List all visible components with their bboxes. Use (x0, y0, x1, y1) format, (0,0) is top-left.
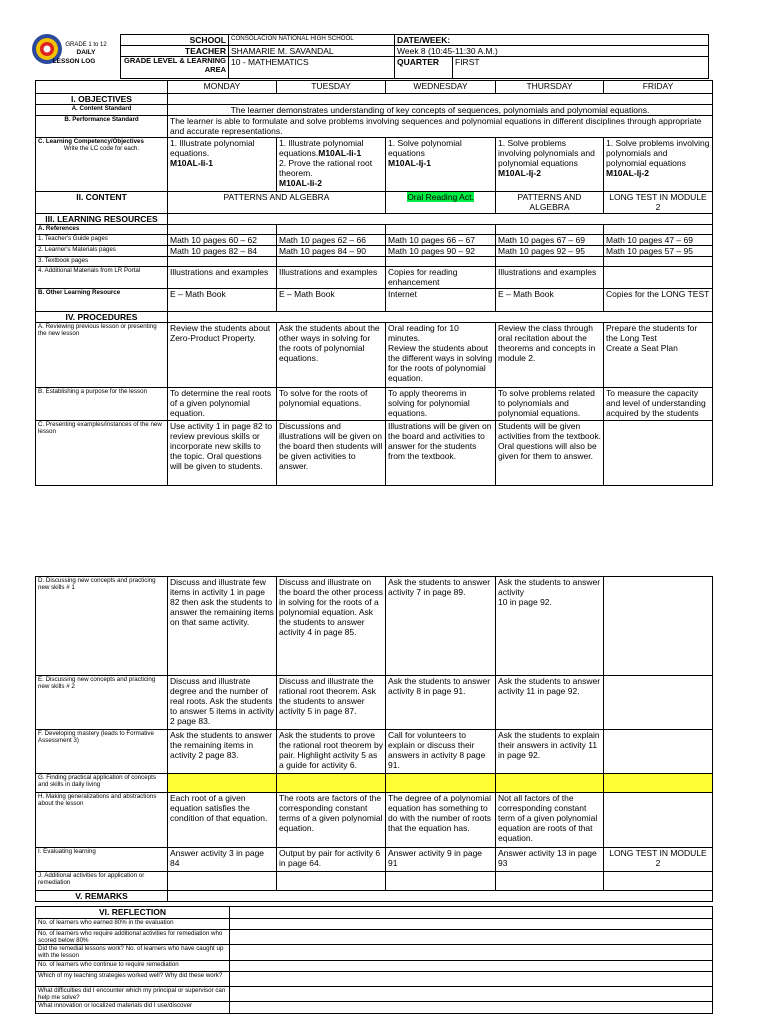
proc-d-thursday: Ask the students to answer activity 10 in page 92. (496, 577, 604, 676)
additional-materials-monday: Illustrations and examples (168, 267, 277, 289)
proc-g-thursday-highlight (496, 774, 604, 793)
logo-caption-daily: DAILY (76, 49, 96, 56)
date-label: DATE/WEEK: (395, 35, 709, 46)
tg-pages-friday: Math 10 pages 47 – 69 (604, 235, 713, 246)
proc-h-label: H. Making generalizations and abstractions about the lesson (36, 793, 168, 848)
proc-b-thursday: To solve problems related to polynomials and polynomial equations. (496, 388, 604, 421)
additional-materials-thursday: Illustrations and examples (496, 267, 604, 289)
other-resources-friday: Copies for the LONG TEST (604, 289, 713, 312)
proc-a-label: A. Reviewing previous lesson or presenting the new lesson (36, 323, 168, 388)
proc-g-label: G. Finding practical application of concepts and skills in daily living (36, 774, 168, 793)
day-friday: FRIDAY (604, 81, 713, 94)
proc-h-wednesday: The degree of a polynomial equation has something to do with the number of roots that the equation has. (386, 793, 496, 848)
proc-h-thursday: Not all factors of the corresponding constant term of a given polynomial equation are roots of that equation. (496, 793, 604, 848)
proc-a-wednesday: Oral reading for 10 minutes. Review the students about the different ways in solving for the roots of polynomial equation. (386, 323, 496, 388)
performance-standard-value: The learner is able to formulate and solve problems involving sequences and polynomial equations in different disciplines through appropriate and accurate representations. (168, 116, 713, 138)
additional-materials-tuesday: Illustrations and examples (277, 267, 386, 289)
lm-pages-tuesday: Math 10 pages 84 – 90 (277, 246, 386, 257)
content-standard-value: The learner demonstrates understanding of key concepts of sequences, polynomials and polynomial equations. (168, 105, 713, 116)
teacher-value: SHAMARIE M. SAVANDAL (229, 46, 395, 57)
textbook-pages-label: 3. Textbook pages (36, 257, 168, 267)
proc-f-monday: Ask the students to answer the remaining items in activity 2 page 83. (168, 730, 277, 774)
other-resources-tuesday: E – Math Book (277, 289, 386, 312)
additional-materials-label: 4. Additional Materials from LR Portal (36, 267, 168, 289)
tg-pages-monday: Math 10 pages 60 – 62 (168, 235, 277, 246)
proc-d-monday: Discuss and illustrate few items in activity 1 in page 82 then ask the students to answer the remaining items on that same activity. (168, 577, 277, 676)
proc-a-tuesday: Ask the students about the other ways in solving for the roots of polynomial equations. (277, 323, 386, 388)
tg-pages-label: 1. Teacher's Guide pages (36, 235, 168, 246)
day-tuesday: TUESDAY (277, 81, 386, 94)
performance-standard-label: B. Performance Standard (36, 116, 168, 138)
school-label: SCHOOL (121, 35, 229, 46)
proc-d-label: D. Discussing new concepts and practicing new skills # 1 (36, 577, 168, 676)
proc-c-monday: Use activity 1 in page 82 to review previous skills or incorporate new skills to the topic. Oral questions will be given to students. (168, 421, 277, 486)
competency-monday: 1. Illustrate polynomial equations. M10AL-Ii-1 (168, 138, 277, 192)
proc-c-label: C. Presenting examples/instances of the new lesson (36, 421, 168, 486)
proc-a-friday: Prepare the students for the Long Test Create a Seat Plan (604, 323, 713, 388)
grade-value: 10 - MATHEMATICS (229, 57, 395, 79)
lesson-log-table-page1 (35, 80, 713, 486)
other-resources-thursday: E – Math Book (496, 289, 604, 312)
reflection-row-7: What innovation or localized materials did I use/discover (36, 1001, 230, 1013)
reflection-table (35, 906, 713, 1014)
competency-wednesday: 1. Solve polynomial equations M10AL-Ij-1 (386, 138, 496, 192)
proc-i-label: I. Evaluating learning (36, 848, 168, 872)
other-resources-label: B. Other Learning Resource (36, 289, 168, 312)
proc-b-friday: To measure the capacity and level of understanding acquired by the students (604, 388, 713, 421)
day-monday: MONDAY (168, 81, 277, 94)
lm-pages-wednesday: Math 10 pages 90 – 92 (386, 246, 496, 257)
quarter-label: QUARTER (395, 57, 453, 79)
objectives-title: I. OBJECTIVES (36, 94, 168, 105)
proc-f-label: F. Developing mastery (leads to Formative Assessment 3) (36, 730, 168, 774)
content-standard-label: A. Content Standard (36, 105, 168, 116)
proc-a-monday: Review the students about Zero-Product Property. (168, 323, 277, 388)
reflection-row-4: No. of learners who continue to require remediation (36, 960, 230, 971)
reflection-row-5: Which of my teaching strategies worked well? Why did these work? (36, 971, 230, 986)
content-title: II. CONTENT (36, 192, 168, 214)
competency-thursday: 1. Solve problems involving polynomials and polynomial equations M10AL-Ij-2 (496, 138, 604, 192)
proc-g-tuesday-highlight (277, 774, 386, 793)
proc-a-thursday: Review the class through oral recitation about the theorems and concepts in module 2. (496, 323, 604, 388)
proc-i-wednesday: Answer activity 9 in page 91 (386, 848, 496, 872)
content-wednesday-highlight: Oral Reading Act. (407, 192, 474, 203)
proc-g-wednesday-highlight (386, 774, 496, 793)
proc-b-label: B. Establishing a purpose for the lesson (36, 388, 168, 421)
proc-f-tuesday: Ask the students to prove the rational root theorem by pair. Highlight activity 5 as a guide for activity 6. (277, 730, 386, 774)
proc-b-tuesday: To solve for the roots of polynomial equations. (277, 388, 386, 421)
competency-tuesday: 1. Illustrate polynomial equations.M10AL-Ii-1 2. Prove the rational root theorem. M10AL-Ii-2 (277, 138, 386, 192)
grade-label: GRADE LEVEL & LEARNING AREA (121, 57, 229, 79)
lm-pages-label: 2. Learner's Materials pages (36, 246, 168, 257)
day-wednesday: WEDNESDAY (386, 81, 496, 94)
proc-g-monday-highlight (168, 774, 277, 793)
lm-pages-friday: Math 10 pages 57 – 95 (604, 246, 713, 257)
proc-f-thursday: Ask the students to explain their answers in activity 11 in page 92. (496, 730, 604, 774)
date-value: Week 8 (10:45-11:30 A.M.) (395, 46, 709, 57)
other-resources-monday: E – Math Book (168, 289, 277, 312)
quarter-value: FIRST (453, 57, 709, 79)
proc-e-wednesday: Ask the students to answer activity 8 in page 91. (386, 676, 496, 730)
competency-label: C. Learning Competency/Objectives (38, 138, 144, 146)
proc-i-monday: Answer activity 3 in page 84 (168, 848, 277, 872)
competency-sub: Write the LC code for each. (63, 145, 140, 153)
additional-materials-wednesday: Copies for reading enhancement (386, 267, 496, 289)
proc-c-thursday: Students will be given activities from the textbook. Oral questions will also be given for them to answer. (496, 421, 604, 486)
proc-h-monday: Each root of a given equation satisfies the condition of that equation. (168, 793, 277, 848)
references-label: A. References (36, 225, 168, 235)
proc-d-tuesday: Discuss and illustrate on the board the other process in solving for the roots of a polynomial equation. Ask the students to answer activity 4 in page 85. (277, 577, 386, 676)
proc-i-friday: LONG TEST IN MODULE 2 (604, 848, 713, 872)
remarks-title: V. REMARKS (36, 891, 168, 902)
logo-caption-lesson-log: LESSON LOG (52, 58, 96, 65)
tg-pages-wednesday: Math 10 pages 66 – 67 (386, 235, 496, 246)
content-thursday: PATTERNS AND ALGEBRA (496, 192, 604, 214)
procedures-title: IV. PROCEDURES (36, 312, 168, 323)
proc-f-wednesday: Call for volunteers to explain or discuss their answers in activity 8 page 91. (386, 730, 496, 774)
proc-g-friday-highlight (604, 774, 713, 793)
content-friday: LONG TEST IN MODULE 2 (604, 192, 713, 214)
proc-i-thursday: Answer activity 13 in page 93 (496, 848, 604, 872)
content-value: PATTERNS AND ALGEBRA (168, 192, 386, 214)
proc-b-wednesday: To apply theorems in solving for polynomial equations. (386, 388, 496, 421)
proc-i-tuesday: Output by pair for activity 6 in page 64. (277, 848, 386, 872)
proc-j-label: J. Additional activities for application or remediation (36, 872, 168, 891)
tg-pages-tuesday: Math 10 pages 62 – 66 (277, 235, 386, 246)
proc-e-label: E. Discussing new concepts and practicing new skills # 2 (36, 676, 168, 730)
reflection-row-1: No. of learners who earned 80% in the evaluation (36, 919, 230, 930)
proc-d-wednesday: Ask the students to answer activity 7 in page 89. (386, 577, 496, 676)
day-thursday: THURSDAY (496, 81, 604, 94)
reflection-row-6: What difficulties did I encounter which my principal or supervisor can help me solve? (36, 986, 230, 1001)
lm-pages-thursday: Math 10 pages 92 – 95 (496, 246, 604, 257)
other-resources-wednesday: Internet (386, 289, 496, 312)
lm-pages-monday: Math 10 pages 82 – 84 (168, 246, 277, 257)
proc-b-monday: To determine the real roots of a given polynomial equation. (168, 388, 277, 421)
school-value: CONSOLACION NATIONAL HIGH SCHOOL (229, 35, 395, 46)
reflection-row-3: Did the remedial lessons work? No. of learners who have caught up with the lesson (36, 945, 230, 960)
proc-h-tuesday: The roots are factors of the corresponding constant terms of a given polynomial equation. (277, 793, 386, 848)
competency-friday: 1. Solve problems involving polynomials and polynomial equations M10AL-Ij-2 (604, 138, 713, 192)
tg-pages-thursday: Math 10 pages 67 – 69 (496, 235, 604, 246)
proc-c-wednesday: Illustrations will be given on the board and activities to answer for the students from the textbook. (386, 421, 496, 486)
reflection-title: VI. REFLECTION (36, 907, 230, 919)
proc-e-monday: Discuss and illustrate degree and the number of real roots. Ask the students to answer 5 items in activity 2 page 83. (168, 676, 277, 730)
header-table (120, 34, 709, 79)
lesson-log-table-page2 (35, 576, 713, 902)
resources-title: III. LEARNING RESOURCES (36, 214, 168, 225)
logo-caption-grade: GRADE 1 to 12 (65, 42, 107, 48)
teacher-label: TEACHER (121, 46, 229, 57)
proc-e-tuesday: Discuss and illustrate the rational root theorem. Ask the students to answer activity 5 in page 87. (277, 676, 386, 730)
reflection-row-2: No. of learners who require additional activities for remediation who scored below 80% (36, 930, 230, 945)
proc-c-tuesday: Discussions and illustrations will be given on the board then students will be given activities to answer. (277, 421, 386, 486)
proc-e-thursday: Ask the students to answer activity 11 in page 92. (496, 676, 604, 730)
